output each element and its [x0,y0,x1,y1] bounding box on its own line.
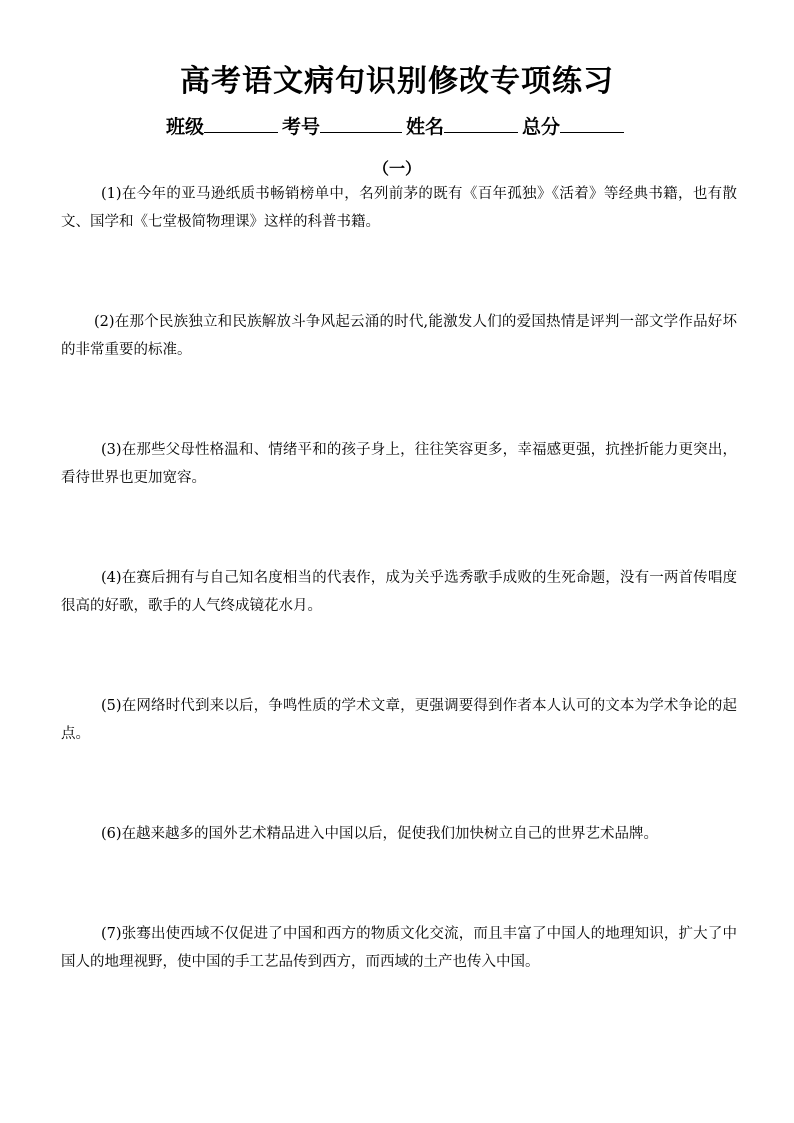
page-title: 高考语文病句识别修改专项练习 [180,64,614,99]
exam-no-blank[interactable] [320,114,402,133]
question-4: (4)在赛后拥有与自己知名度相当的代表作，成为关乎选秀歌手成败的生死命题，没有一两首传唱度很高的好歌，歌手的人气终成镜花水月。 [61,570,737,614]
question-2: (2)在那个民族独立和民族解放斗争风起云涌的时代,能激发人们的爱国热情是评判一部文学作品好坏的非常重要的标准。 [61,314,737,358]
score-blank[interactable] [560,114,624,133]
class-blank[interactable] [204,114,278,133]
name-label: 姓名 [406,116,445,138]
question-5: (5)在网络时代到来以后，争鸣性质的学术文章，更强调要得到作者本人认可的文本为学术争论的起点。 [61,698,737,742]
question-3: (3)在那些父母性格温和、情绪平和的孩子身上，往往笑容更多，幸福感更强，抗挫折能力更突出，看待世界也更加宽容。 [61,442,737,486]
class-label: 班级 [165,116,204,138]
student-info-line [0,114,794,140]
score-label: 总分 [522,116,561,138]
question-6: (6)在越来越多的国外艺术精品进入中国以后，促使我们加快树立自己的世界艺术品牌。 [101,826,659,842]
exam-no-label: 考号 [281,116,320,138]
question-7: (7)张骞出使西域不仅促进了中国和西方的物质文化交流，而且丰富了中国人的地理知识，扩大了中国人的地理视野，使中国的手工艺品传到西方，而西域的土产也传入中国。 [61,926,737,970]
section-heading: （一） [372,159,421,178]
name-blank[interactable] [444,114,518,133]
question-1: (1)在今年的亚马逊纸质书畅销榜单中，名列前茅的既有《百年孤独》《活着》等经典书籍，也有散文、国学和《七堂极简物理课》这样的科普书籍。 [61,186,737,230]
